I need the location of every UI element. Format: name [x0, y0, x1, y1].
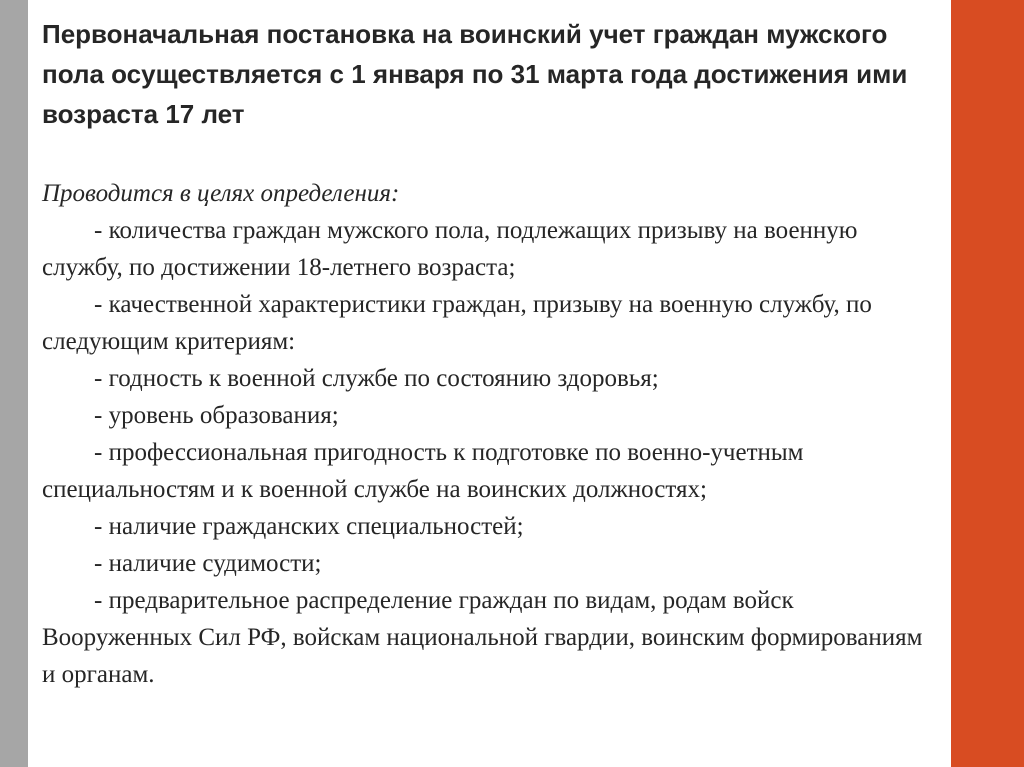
- slide-title: Первоначальная постановка на воинский учет граждан мужского пола осуществляется с 1 января по 31 марта года достижения ими возраста 17 лет: [42, 19, 908, 129]
- list-item: - профессиональная пригодность к подготовке по военно-учетным специальностям и к военной службе на воинских должностях;: [42, 439, 804, 503]
- intro-text: Проводится в целях определения:: [42, 180, 400, 207]
- list-item: - наличие судимости;: [94, 550, 322, 577]
- right-decorative-bar: [951, 0, 1024, 767]
- list-item: - наличие гражданских специальностей;: [94, 513, 524, 540]
- slide-content: [42, 8, 942, 693]
- list-item: - качественной характеристики граждан, призыву на военную службу, по следующим критериям:: [42, 291, 872, 355]
- list-item: - количества граждан мужского пола, подлежащих призыву на военную службу, по достижении 18-летнего возраста;: [42, 217, 858, 281]
- list-item: - уровень образования;: [94, 402, 339, 429]
- list-item: - годность к военной службе по состоянию здоровья;: [94, 365, 659, 392]
- slide-body: [42, 175, 942, 693]
- left-decorative-bar: [0, 0, 28, 767]
- list-item: - предварительное распределение граждан по видам, родам войск Вооруженных Сил РФ, войскам национальной гвардии, воинским формированиям и органам.: [42, 587, 923, 688]
